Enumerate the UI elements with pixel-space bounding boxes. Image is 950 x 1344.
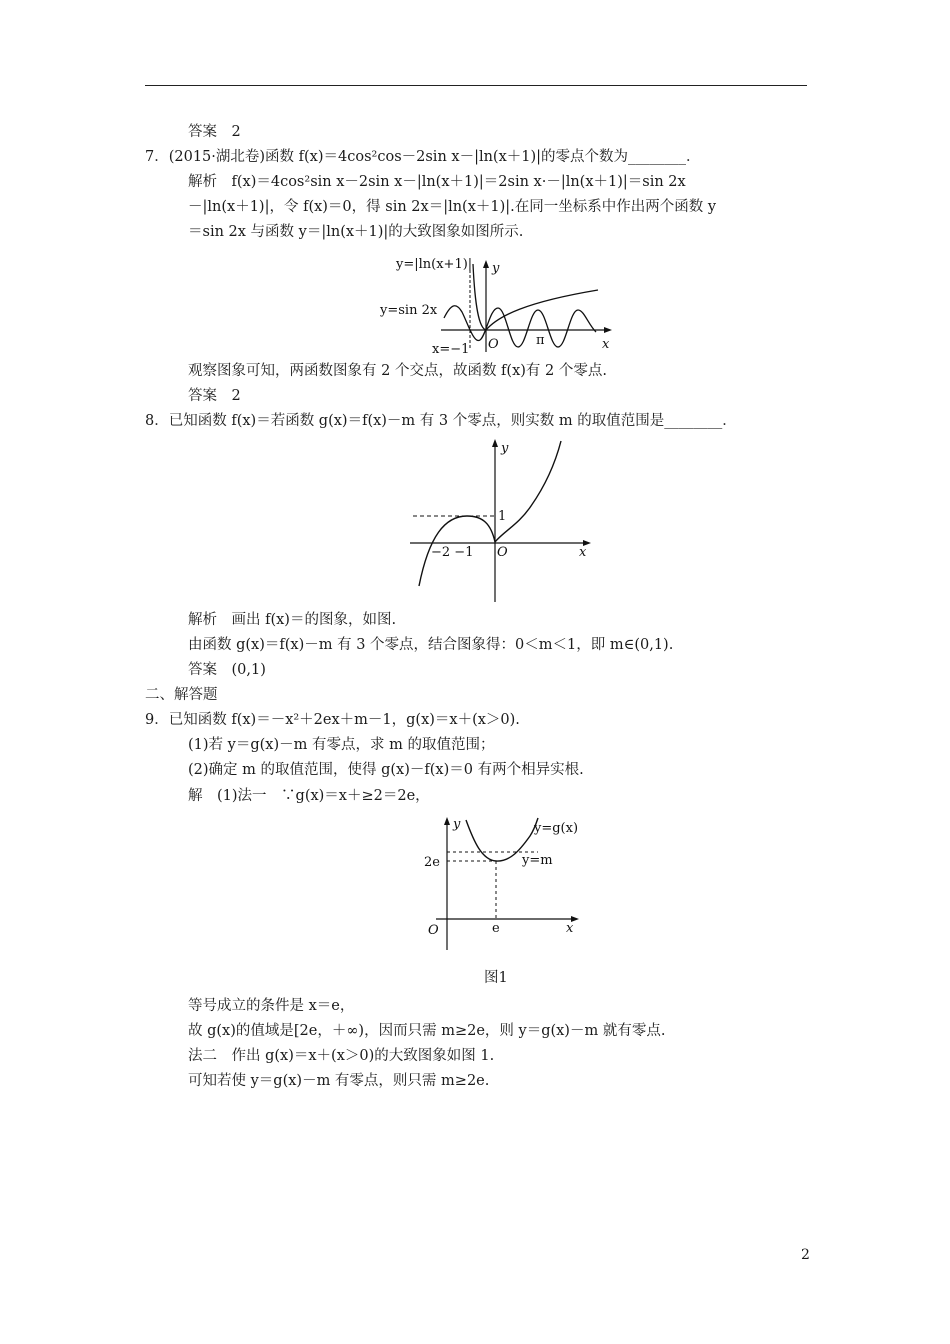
figure-piecewise	[405, 436, 605, 604]
question-9-part2: (2)确定 m 的取值范围，使得 g(x)－f(x)＝0 有两个相异实根.	[188, 762, 584, 778]
figure-caption: 图1	[484, 970, 508, 986]
label-sin2x: y=sin 2x	[380, 303, 438, 318]
page-number: 2	[801, 1247, 810, 1263]
axis-x-label: x	[602, 337, 610, 352]
figure-1	[416, 812, 586, 952]
label-g: y=g(x)	[534, 821, 579, 836]
figure-sin-ln	[376, 252, 616, 356]
axis-x-label: x	[566, 921, 574, 936]
analysis-8-line2: 由函数 g(x)＝f(x)－m 有 3 个零点，结合图象得：0＜m＜1，即 m∈(0,1).	[188, 637, 674, 653]
tick-neg: −2 −1	[431, 545, 474, 560]
tick-2e: 2e	[424, 855, 440, 870]
axis-y-label: y	[501, 441, 509, 456]
solution-9-line1: 解 (1)法一 ∵g(x)＝x＋≥2＝2e，	[188, 788, 430, 804]
axis-y-label: y	[492, 261, 500, 276]
origin-label: O	[497, 545, 508, 560]
question-9: 9．已知函数 f(x)＝－x²＋2ex＋m－1，g(x)＝x＋(x＞0).	[145, 712, 520, 728]
tick-e: e	[492, 921, 500, 936]
analysis-7-line2: －|ln(x＋1)|，令 f(x)＝0，得 sin 2x＝|ln(x＋1)|.在同一坐标系中作出两个函数 y	[188, 199, 717, 215]
label-abs-ln: y=|ln(x+1)|	[396, 257, 473, 272]
analysis-7-line1: 解析 f(x)＝4cos²sin x－2sin x－|ln(x＋1)|＝2sin x·－|ln(x＋1)|＝sin 2x	[188, 174, 686, 190]
question-9-part1: (1)若 y＝g(x)－m 有零点，求 m 的取值范围；	[188, 737, 495, 753]
section-heading: 二、解答题	[145, 687, 218, 703]
answer-6: 答案 2	[188, 124, 241, 140]
solution-9-line2: 等号成立的条件是 x＝e，	[188, 998, 355, 1014]
analysis-8-line1: 解析 画出 f(x)＝的图象，如图.	[188, 612, 397, 628]
solution-9-line4: 法二 作出 g(x)＝x＋(x＞0)的大致图象如图 1.	[188, 1048, 495, 1064]
label-asymptote: x=−1	[432, 342, 470, 356]
pi-label: π	[536, 333, 545, 348]
tick-1: 1	[498, 509, 507, 524]
origin-label: O	[428, 923, 439, 938]
label-m: y=m	[522, 853, 553, 868]
axis-x-label: x	[579, 545, 587, 560]
analysis-7-line3: ＝sin 2x 与函数 y＝|ln(x＋1)|的大致图象如图所示.	[188, 224, 524, 240]
solution-9-line5: 可知若使 y＝g(x)－m 有零点，则只需 m≥2e.	[188, 1073, 490, 1089]
header-rule	[145, 85, 807, 86]
answer-8: 答案 (0,1)	[188, 662, 266, 678]
observation-7: 观察图象可知，两函数图象有 2 个交点，故函数 f(x)有 2 个零点.	[188, 363, 607, 379]
solution-9-line3: 故 g(x)的值域是[2e，＋∞)，因而只需 m≥2e，则 y＝g(x)－m 就有零点.	[188, 1023, 666, 1039]
question-8: 8．已知函数 f(x)＝若函数 g(x)＝f(x)－m 有 3 个零点，则实数 m 的取值范围是________．	[145, 413, 737, 429]
origin-label: O	[488, 337, 499, 352]
question-7: 7．(2015·湖北卷)函数 f(x)＝4cos²cos－2sin x－|ln(x＋1)|的零点个数为________．	[145, 149, 701, 165]
answer-7: 答案 2	[188, 388, 241, 404]
axis-y-label: y	[453, 817, 461, 832]
